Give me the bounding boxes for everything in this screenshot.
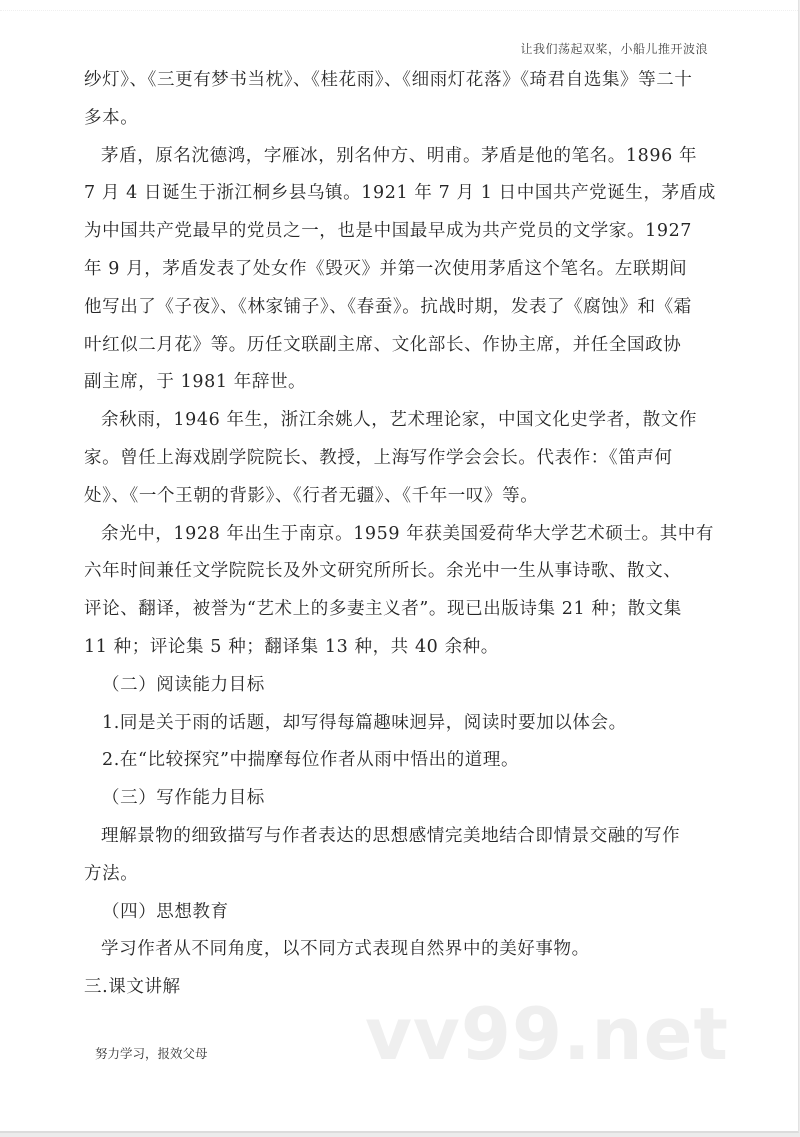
text-line: 处》、《一个王朝的背影》、《行者无疆》、《千年一叹》等。 (84, 485, 539, 506)
list-item-reading-goal-2: 2.在“比较探究”中揣摩每位作者从雨中悟出的道理。 (102, 750, 520, 771)
text-line: 副主席，于 1981 年辞世。 (84, 372, 307, 393)
list-item-reading-goal-1: 1.同是关于雨的话题，却写得每篇趣味迥异，阅读时要加以体会。 (102, 712, 627, 733)
text-line: 叶红似二月花》等。历任文联副主席、文化部长、作协主席，并任全国政协 (84, 334, 682, 355)
text-line: 纱灯》、《三更有梦书当枕》、《桂花雨》、《细雨灯花落》《琦君自选集》等二十 (84, 70, 693, 90)
document-body (84, 62, 724, 1007)
text-line: 年 9 月，茅盾发表了处女作《毁灭》并第一次使用茅盾这个笔名。左联期间 (84, 258, 688, 279)
text-line: 评论、翻译，被誉为“艺术上的多妻主义者”。现已出版诗集 21 种；散文集 (84, 599, 682, 620)
paragraph-yuqiuyu-start: 余秋雨，1946 年生，浙江余姚人，艺术理论家，中国文化史学者，散文作 (101, 410, 698, 431)
text-line: 为中国共产党最早的党员之一，也是中国最早成为共产党员的文学家。1927 (84, 221, 693, 242)
running-header: 让我们荡起双桨，小船儿推开波浪 (520, 42, 708, 56)
paragraph-writing-goal: 理解景物的细致描写与作者表达的思想感情完美地结合即情景交融的写作 (101, 825, 681, 846)
text-line: 7 月 4 日诞生于浙江桐乡县乌镇。1921 年 7 月 1 日中国共产党诞生，茅盾成 (84, 183, 716, 204)
section-heading-text-explanation: 三.课文讲解 (84, 977, 181, 998)
section-heading-writing-goals: （三）写作能力目标 (102, 788, 265, 809)
text-line: 他写出了《子夜》、《林家铺子》、《春蚕》。抗战时期，发表了《腐蚀》和《霜 (84, 296, 692, 317)
text-line: 11 种；评论集 5 种；翻译集 13 种，共 40 余种。 (84, 636, 499, 657)
paragraph-maodun-start: 茅盾，原名沈德鸿，字雁冰，别名仲方、明甫。茅盾是他的笔名。1896 年 (101, 145, 698, 166)
running-footer: 努力学习，报效父母 (95, 1046, 208, 1061)
section-heading-moral-education: （四）思想教育 (102, 901, 229, 922)
paragraph-moral-education: 学习作者从不同角度，以不同方式表现自然界中的美好事物。 (101, 939, 590, 960)
text-line: 多本。 (84, 107, 139, 128)
text-line: 方法。 (84, 863, 139, 884)
watermark: vv99.net (365, 992, 729, 1076)
section-heading-reading-goals: （二）阅读能力目标 (102, 674, 265, 695)
page-top-edge (0, 0, 798, 11)
text-line: 家。曾任上海戏剧学院院长、教授，上海写作学会会长。代表作：《笛声何 (84, 447, 673, 468)
text-line: 六年时间兼任文学院院长及外文研究所所长。余光中一生从事诗歌、散文、 (84, 561, 682, 582)
paragraph-yuguangzhong-start: 余光中，1928 年出生于南京。1959 年获美国爱荷华大学艺术硕士。其中有 (101, 523, 714, 544)
